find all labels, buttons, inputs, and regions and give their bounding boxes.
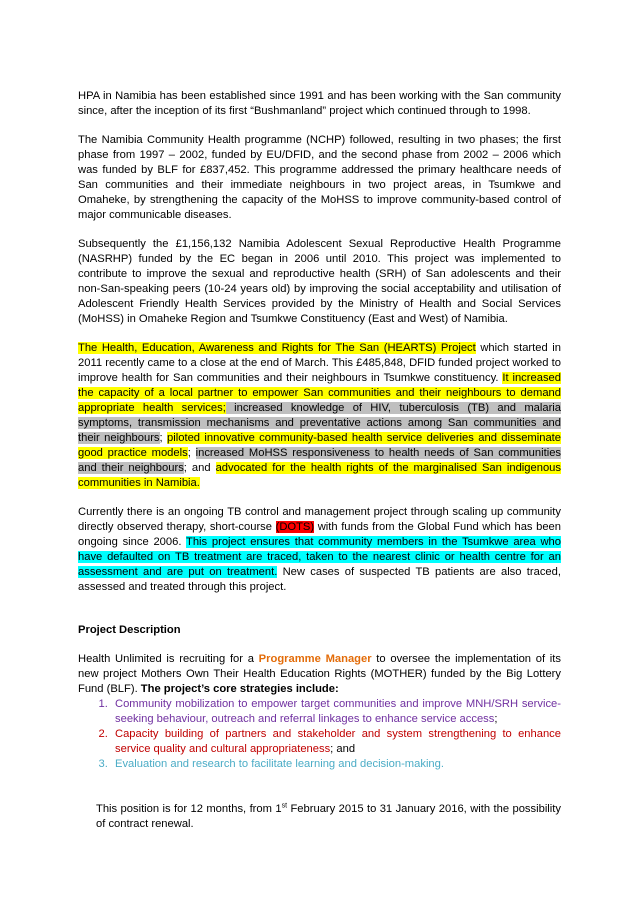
- paragraph-hpa-history: HPA in Namibia has been established since 1991 and has been working with the San community since, after the inception of its first “Bushmanland” project which continued through to 1998.: [78, 90, 561, 117]
- strategy-tail: ; and: [330, 743, 356, 755]
- highlight-knowledge: increased knowledge of HIV, tuberculosis (TB) and malaria symptoms, transmission mechanisms and preventative actions among San communities and their neighbours: [78, 402, 562, 444]
- text-segment: ; and: [183, 462, 216, 474]
- text-segment: This position is for 12 months, from 1: [96, 803, 282, 815]
- text-segment: ;: [187, 447, 196, 459]
- text-segment: February 2015 to 31 January 2016, with the possibility of contract renewal.: [96, 803, 561, 830]
- role-title: Programme Manager: [258, 653, 372, 665]
- text-segment: New cases of suspected TB patients are also traced, assessed and treated through this project.: [78, 566, 561, 593]
- paragraph-nasrhp: Subsequently the £1,156,132 Namibia Adolescent Sexual Reproductive Health Programme (NASRHP) funded by the EC began in 2006 until 2010. This project was implemented to contribute to improve the sexual and reproductive health (SRH) of San adolescents and their non-San-speaking peers (10-24 years old) by improving the social acceptability and utilisation of Adolescent Friendly Health Services provided by the Ministry of Health and Social Services (MoHSS) in Omaheke Region and Tsumkwe Constituency (East and West) of Namibia.: [78, 238, 561, 325]
- text-segment: which started in 2011 recently came to a close at the end of March. This £485,848, DFID funded project worked to improve health for San communities and their neighbours in Tsumkwe constituency.: [78, 342, 561, 384]
- list-item: [111, 727, 561, 757]
- highlight-capacity: It increased the capacity of a local partner to empower San communities and their neighbours to demand appropriate health services;: [78, 372, 561, 414]
- paragraph-tb-project: [78, 505, 561, 595]
- strategies-intro: The project’s core strategies include:: [140, 683, 339, 695]
- text-segment: with funds from the Global Fund which has been ongoing since 2006.: [78, 521, 561, 548]
- strategy-text: Community mobilization to empower target communities and improve MNH/SRH service-seeking behaviour, outreach and referral linkages to enhance service access: [115, 698, 561, 725]
- text-segment: Currently there is an ongoing TB control and management project through scaling up community directly observed therapy, short-course: [78, 506, 561, 533]
- text-segment: to oversee the implementation of its new project Mothers Own Their Health Education Rights (MOTHER) funded by the Big Lottery Fund (BLF).: [78, 653, 561, 695]
- list-item: [111, 757, 561, 772]
- paragraph-nchp: The Namibia Community Health programme (NCHP) followed, resulting in two phases; the first phase from 1997 – 2002, funded by EU/DFID, and the second phase from 2002 – 2006 which was funded by BLF for £837,452. This programme addressed the primary healthcare needs of San communities and their immediate neighbours in two project areas, in Tsumkwe and Omaheke, by strengthening the capacity of the MoHSS to improve community-based control of major communicable diseases.: [78, 134, 561, 221]
- highlight-dots: (DOTS): [275, 521, 315, 533]
- document-body: [78, 89, 561, 846]
- strategy-text: Capacity building of partners and stakeholder and system strengthening to enhance service quality and cultural appropriateness: [115, 728, 561, 755]
- section-heading: Project Description: [78, 624, 181, 636]
- highlight-piloted: piloted innovative community-based health service deliveries and disseminate good practice models: [78, 432, 562, 459]
- strategy-text: Evaluation and research to facilitate learning and decision-making.: [115, 758, 444, 770]
- paragraph-contract: [78, 802, 561, 832]
- strategies-list: [78, 697, 561, 772]
- highlight-advocated: advocated for the health rights of the marginalised San indigenous communities in Namibia.: [78, 462, 561, 489]
- highlight-responsiveness: increased MoHSS responsiveness to health needs of San communities and their neighbours: [78, 447, 562, 474]
- paragraph-recruiting: [78, 652, 561, 697]
- text-segment: Health Unlimited is recruiting for a: [78, 653, 259, 665]
- strategy-tail: ;: [494, 713, 498, 725]
- highlight-hearts-title: The Health, Education, Awareness and Rights for The San (HEARTS) Project: [78, 342, 476, 354]
- list-item: [111, 697, 561, 727]
- paragraph-hearts: [78, 341, 561, 491]
- highlight-tb-tracing: This project ensures that community members in the Tsumkwe area who have defaulted on TB treatment are traced, taken to the nearest clinic or health centre for an assessment and are put on treatment.: [78, 536, 562, 578]
- ordinal-suffix: st: [281, 802, 288, 810]
- text-segment: ;: [159, 432, 168, 444]
